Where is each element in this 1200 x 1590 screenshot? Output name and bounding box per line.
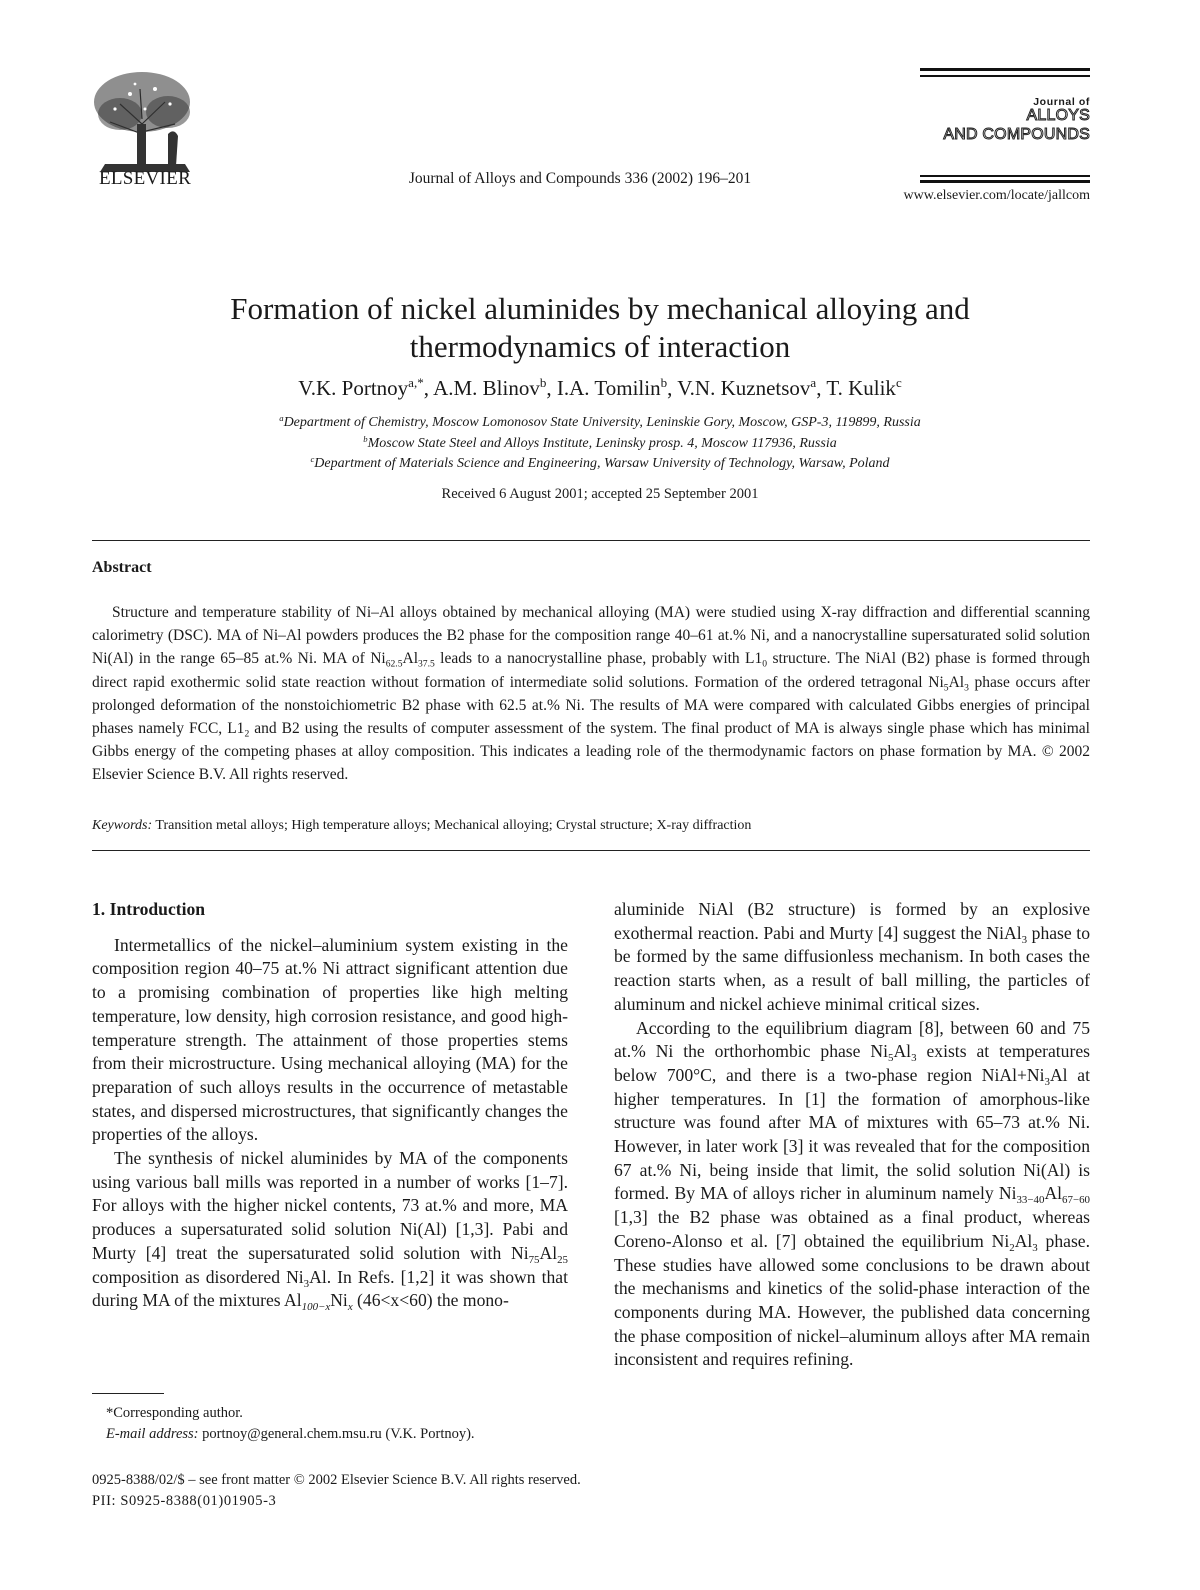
journal-url[interactable]: www.elsevier.com/locate/jallcom bbox=[903, 188, 1090, 203]
header-rule-2 bbox=[920, 75, 1090, 77]
author-name: A.M. Blinov bbox=[433, 376, 540, 400]
text-seg: Al bbox=[893, 1041, 912, 1062]
text-seg: According to the equilibrium diagram [8], between 60 and 75 at.% Ni the orthorhombic phase Ni bbox=[614, 1017, 1090, 1062]
journal-logo-line1: ALLOYS bbox=[1026, 107, 1090, 124]
affiliation-mark: a bbox=[279, 412, 284, 423]
affiliation-mark: b bbox=[363, 433, 368, 444]
author-affil-mark: c bbox=[895, 375, 902, 391]
subscript: 3 bbox=[1044, 1075, 1050, 1088]
affiliation-mark: c bbox=[310, 453, 315, 464]
author-name: I.A. Tomilin bbox=[556, 376, 661, 400]
paragraph bbox=[614, 898, 1090, 1017]
subscript: 2 bbox=[244, 728, 250, 740]
email-note bbox=[106, 1426, 475, 1443]
subscript: 3 bbox=[303, 1277, 310, 1290]
title-line-2: thermodynamics of interaction bbox=[409, 329, 791, 364]
subscript: 25 bbox=[557, 1253, 568, 1266]
author-affil-mark: b bbox=[539, 375, 547, 391]
paragraph bbox=[92, 1147, 568, 1313]
author-affil-mark: a,* bbox=[408, 375, 424, 391]
keywords-label: Keywords: bbox=[92, 818, 153, 833]
text-seg: Al. In Refs. [1,2] it was shown that during MA of the mixtures Al bbox=[92, 1266, 568, 1311]
text-seg: The synthesis of nickel aluminides by MA of the components using various ball mills was reported in a number of works [1–7]. For alloys with the higher nickel contents, 73 at.% and more, MA produces a supersaturated solid solution Ni(Al) [1,3]. Pabi and Murty [4] treat the supersaturated solid solution with Ni bbox=[92, 1148, 568, 1263]
affiliation-a bbox=[110, 412, 1090, 431]
subscript: 67−60 bbox=[1062, 1194, 1090, 1207]
subscript: 5 bbox=[888, 1052, 894, 1065]
author-affil-mark: a bbox=[810, 375, 817, 391]
abstract-seg: leads to a nanocrystalline phase, probably with L1 bbox=[434, 650, 763, 668]
corresponding-author-note: *Corresponding author. bbox=[106, 1405, 243, 1421]
subscript: 3 bbox=[1032, 1241, 1038, 1254]
title-line-1: Formation of nickel aluminides by mechanical alloying and bbox=[230, 291, 970, 326]
subscript: 2 bbox=[1009, 1241, 1015, 1254]
copyright-line: 0925-8388/02/$ – see front matter © 2002 Elsevier Science B.V. All rights reserved. bbox=[92, 1472, 581, 1488]
abstract-heading: Abstract bbox=[92, 559, 152, 576]
abstract-seg: phase occurs after prolonged deformation of the nonstoichiometric B2 phase with 62.5 at.% Ni. The results of MA were compared with calculated Gibbs energies of principal phases namely FCC, L1 bbox=[92, 673, 1090, 738]
journal-logo-small: Journal of bbox=[1033, 96, 1090, 108]
journal-logo-line2: AND COMPOUNDS bbox=[943, 126, 1090, 143]
text-seg: composition as disordered Ni bbox=[92, 1266, 304, 1287]
abstract-text bbox=[92, 601, 1090, 787]
subscript: 3 bbox=[964, 681, 969, 693]
subscript: 0 bbox=[762, 658, 768, 670]
affiliation-b bbox=[110, 433, 1090, 452]
paragraph bbox=[614, 1017, 1090, 1373]
paragraph: Intermetallics of the nickel–aluminium system existing in the composition region 40–75 at.% Ni attract significant attention due to a promising combination of properties like high melting temperature, low density, high corrosion resistance, and good high-temperature strength. The attainment of those properties stems from their microstructure. Using mechanical alloying (MA) for the preparation of such alloys results in the occurrence of metastable states, and dispersed microstructures, that significantly changes the properties of the alloys. bbox=[92, 934, 568, 1145]
subscript: x bbox=[347, 1301, 353, 1314]
header-rule-1 bbox=[920, 68, 1090, 71]
received-dates: Received 6 August 2001; accepted 25 September 2001 bbox=[441, 486, 759, 502]
abstract-seg: Al bbox=[402, 650, 418, 668]
section-heading: 1. Introduction bbox=[92, 899, 206, 919]
author-list: V.K. Portnoy$^{a,*}$, A.M. Blinov$^b$, I.A. Tomilin$^b$, V.N. Kuznetsov$^a$, T. Kulik$^c$ bbox=[298, 375, 902, 400]
affiliation-text: Department of Materials Science and Engineering, Warsaw University of Technology, Warsaw, Poland bbox=[314, 456, 890, 471]
text-seg: Ni bbox=[330, 1290, 348, 1311]
author-name: V.K. Portnoy bbox=[298, 376, 409, 400]
email-label: E-mail address: bbox=[106, 1426, 199, 1442]
subscript: 37.5 bbox=[418, 658, 435, 670]
header-rule-3 bbox=[920, 175, 1090, 177]
pii-line: PII: S0925-8388(01)01905-3 bbox=[92, 1493, 277, 1509]
subscript: 3 bbox=[911, 1052, 917, 1065]
text-seg: exists at temperatures below 700°C, and there is a two-phase region NiAl+Ni bbox=[614, 1041, 1090, 1085]
subscript: 100−x bbox=[301, 1301, 331, 1314]
text-seg: [1,3] the B2 phase was obtained as a final product, whereas Coreno-Alonso et al. [7] obtained the equilibrium Ni bbox=[614, 1207, 1090, 1251]
keywords bbox=[92, 818, 1090, 834]
divider-bottom bbox=[92, 850, 1090, 851]
subscript: 62.5 bbox=[385, 658, 403, 670]
text-seg: aluminide NiAl (B2 structure) is formed by an explosive exothermal reaction. Pabi and Murty [4] suggest the NiAl bbox=[614, 899, 1090, 943]
author-name: V.N. Kuznetsov bbox=[677, 376, 811, 400]
author-affil-mark: b bbox=[660, 375, 668, 391]
abstract-seg: and B2 using the results of computer assessment of the system. The final product of MA is always single phase which has minimal Gibbs energy of the competing phases at alloy composition. This indicates a leading role of the thermodynamic factors on phase formation by MA. © 2002 Elsevier Science B.V. All rights reserved. bbox=[92, 720, 1090, 784]
abstract-seg: Al bbox=[948, 673, 965, 691]
article-title bbox=[110, 290, 1090, 366]
footnote-rule bbox=[92, 1393, 164, 1394]
header-rule-4 bbox=[920, 180, 1090, 183]
text-seg: phase to be formed by the same diffusionless mechanism. In both cases the reaction starts when, as a result of ball milling, the particles of aluminum and nickel achieve minimal critical sizes. bbox=[614, 922, 1090, 1014]
keywords-text: Transition metal alloys; High temperature alloys; Mechanical alloying; Crystal structure; X-ray diffraction bbox=[152, 818, 752, 833]
journal-citation: Journal of Alloys and Compounds 336 (2002) 196–201 bbox=[408, 170, 752, 187]
subscript: 75 bbox=[528, 1253, 540, 1266]
subscript: 3 bbox=[1021, 933, 1028, 946]
text-seg: phase. These studies have allowed some conclusions to be drawn about the mechanisms and kinetics of the solid-phase interaction of the components during MA. However, the published data concerning the phase composition of nickel–aluminum alloys after MA remain inconsistent and requires refining. bbox=[614, 1230, 1091, 1370]
column-right bbox=[614, 898, 1090, 1372]
text-seg: Al bbox=[539, 1242, 558, 1263]
subscript: 5 bbox=[943, 681, 949, 693]
divider-top bbox=[92, 540, 1090, 541]
publisher-name: ELSEVIER bbox=[98, 168, 192, 189]
column-left bbox=[92, 898, 568, 1313]
affiliation-text: Department of Chemistry, Moscow Lomonosov State University, Leninskie Gory, Moscow, GSP-3, 119899, Russia bbox=[283, 415, 921, 430]
text-seg: Al bbox=[1044, 1183, 1063, 1204]
text-seg: (46<x<60) the mono- bbox=[352, 1290, 509, 1311]
email-address[interactable]: portnoy@general.chem.msu.ru (V.K. Portnoy). bbox=[198, 1426, 475, 1442]
affiliation-text: Moscow State Steel and Alloys Institute, Leninsky prosp. 4, Moscow 117936, Russia bbox=[367, 436, 837, 451]
text-seg: Al bbox=[1014, 1230, 1033, 1251]
subscript: 33−40 bbox=[1016, 1194, 1045, 1207]
abstract-seg: Structure and temperature stability of Ni–Al alloys obtained by mechanical alloying (MA) were studied using X-ray diffraction and differential scanning calorimetry (DSC). MA of Ni–Al powders produces the B2 phase for the composition range 40–61 at.% Ni, and a nanocrystalline supersaturated solid solution Ni(Al) in the range 65–85 at.% Ni. MA of Ni bbox=[92, 604, 1090, 668]
abstract-seg: structure. The NiAl (B2) phase is formed through direct rapid exothermic solid state reaction without formation of intermediate solid solutions. Formation of the ordered tetragonal Ni bbox=[92, 650, 1090, 691]
author-name: T. Kulik bbox=[826, 376, 896, 400]
text-seg: Al at higher temperatures. In [1] the formation of amorphous-like structure was found after MA of mixtures with 65–73 at.% Ni. However, in later work [3] it was revealed that for the composition 67 at.% Ni, being inside that limit, the solid solution Ni(Al) is formed. By MA of alloys richer in aluminum namely Ni bbox=[614, 1064, 1090, 1204]
affiliation-c bbox=[110, 453, 1090, 472]
